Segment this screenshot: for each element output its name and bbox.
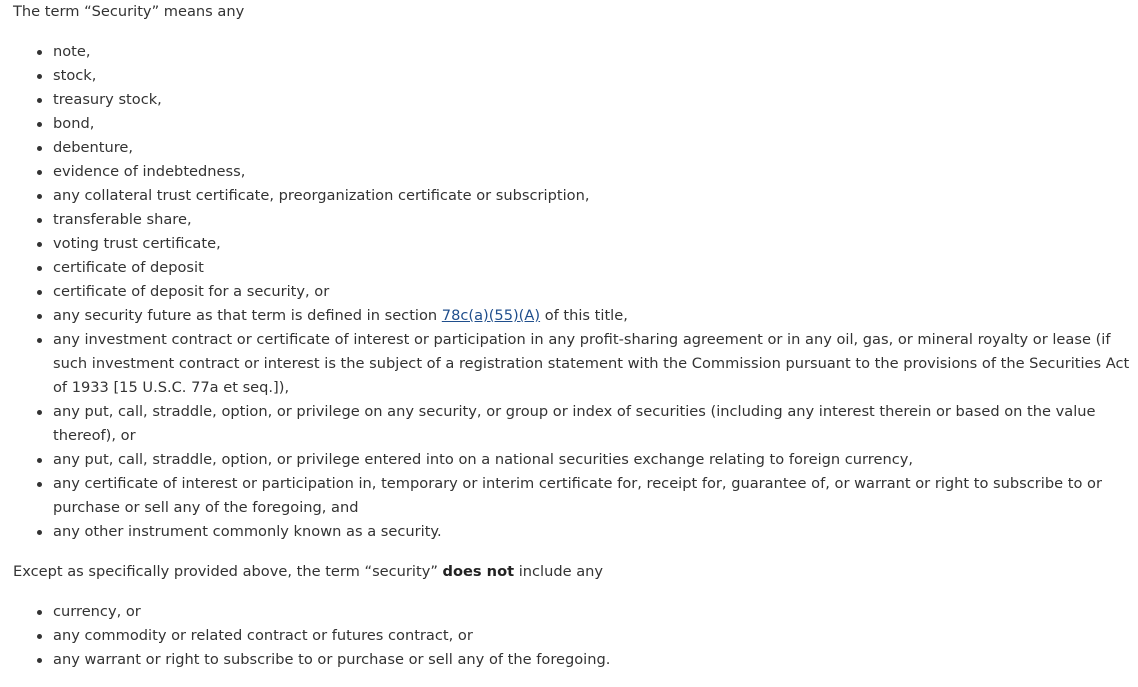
list-item: transferable share, [13,208,1138,232]
list-item: certificate of deposit [13,256,1138,280]
list-item: treasury stock, [13,88,1138,112]
exclusion-list [13,600,1138,672]
list-item: debenture, [13,136,1138,160]
section-78c-link[interactable]: 78c(a)(55)(A) [441,307,541,324]
list-item: bond, [13,112,1138,136]
list-item: any collateral trust certificate, preorganization certificate or subscription, [13,184,1138,208]
list-item: evidence of indebtedness, [13,160,1138,184]
list-item: voting trust certificate, [13,232,1138,256]
exception-emphasis: does not [442,563,515,580]
list-item: currency, or [13,600,1138,624]
list-item: note, [13,40,1138,64]
list-item: any put, call, straddle, option, or privilege on any security, or group or index of securities (including any interest therein or based on the value thereof), or [13,400,1138,448]
list-item: any commodity or related contract or futures contract, or [13,624,1138,648]
future-suffix: of this title, [540,307,628,324]
exception-prefix: Except as specifically provided above, the term “security” [13,563,443,580]
list-item: any warrant or right to subscribe to or purchase or sell any of the foregoing. [13,648,1138,672]
list-item: stock, [13,64,1138,88]
exception-paragraph [13,560,1138,584]
future-prefix: any security future as that term is defined in section [53,307,442,324]
list-item: any put, call, straddle, option, or privilege entered into on a national securities exchange relating to foreign currency, [13,448,1138,472]
exception-suffix: include any [514,563,604,580]
list-item: certificate of deposit for a security, or [13,280,1138,304]
list-item-security-future [13,304,1138,328]
list-item: any certificate of interest or participation in, temporary or interim certificate for, receipt for, guarantee of, or warrant or right to subscribe to or purchase or sell any of the foregoing, and [13,472,1138,520]
security-list [13,40,1138,544]
intro-paragraph: The term “Security” means any [13,3,245,20]
list-item: any other instrument commonly known as a security. [13,520,1138,544]
list-item: any investment contract or certificate of interest or participation in any profit-sharing agreement or in any oil, gas, or mineral royalty or lease (if such investment contract or interest is the subject of a registration statement with the Commission pursuant to the provisions of the Securities Act of 1933 [15 U.S.C. 77a et seq.]), [13,328,1138,400]
